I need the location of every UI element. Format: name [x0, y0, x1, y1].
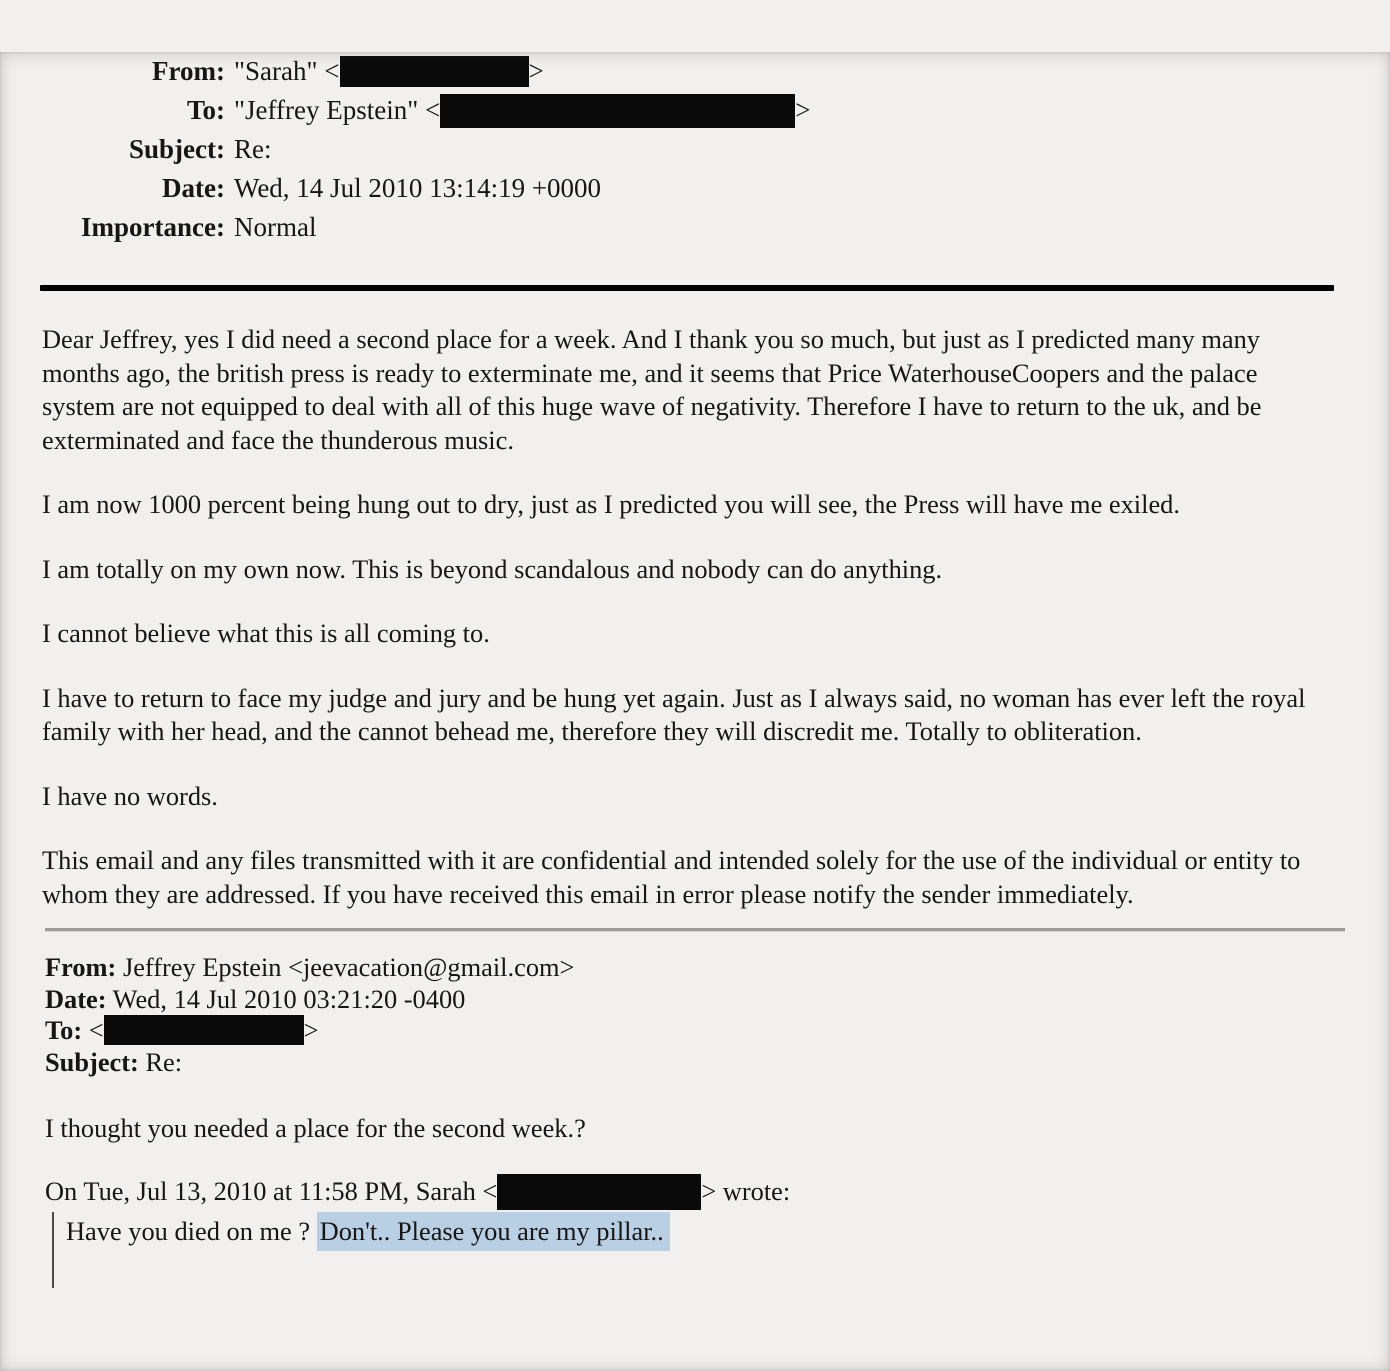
reply-attribution-line [45, 1174, 1330, 1210]
quoted-date-label: Date: [45, 983, 107, 1014]
body-paragraph: I have to return to face my judge and jury and be hung yet again. Just as I always said, no woman has ever left the royal family with her head, and the cannot behead me, therefore they will discredit me. Totally to obliteration. [42, 682, 1306, 746]
angle-open: < [88, 1015, 104, 1045]
quoted-message-line: I thought you needed a place for the second week.? [45, 1113, 586, 1143]
subject-value: Re: [234, 134, 272, 164]
to-value [234, 91, 1390, 130]
body-paragraph: I am totally on my own now. This is beyond scandalous and nobody can do anything. [42, 553, 943, 584]
body-paragraph: Dear Jeffrey, yes I did need a second place for a week. And I thank you so much, but just as I predicted many many months ago, the british press is ready to exterminate me, and it seems that Price WaterhouseCoopers and the palace system are not equipped to deal with all of this huge wave of negativity. Therefore I have to return to the uk, and be exterminated and face the thunderous music. [42, 324, 1262, 455]
quoted-from-line [45, 952, 1330, 984]
quoted-date-value: Wed, 14 Jul 2010 03:21:20 -0400 [112, 983, 466, 1014]
quoted-subject-line [45, 1047, 1330, 1079]
to-label: To: [186, 95, 225, 125]
angle-close: > [795, 95, 811, 125]
quoted-to-label: To: [45, 1015, 83, 1045]
quoted-email-header [45, 952, 1330, 1078]
angle-close: > [303, 1015, 319, 1045]
importance-value: Normal [234, 212, 317, 242]
body-paragraph: I cannot believe what this is all coming to. [42, 618, 490, 648]
redaction-box [440, 94, 795, 128]
message-body [42, 323, 1322, 911]
quoted-date-line [45, 984, 1330, 1016]
redaction-box [104, 1015, 304, 1045]
to-name: "Jeffrey Epstein" < [234, 95, 441, 125]
quoted-from-label: From: [45, 952, 117, 982]
highlighted-text: Don't.. Please you are my pillar.. [317, 1212, 670, 1251]
importance-label: Importance: [81, 212, 225, 242]
angle-close: > [528, 56, 544, 86]
thick-divider [40, 285, 1334, 291]
body-paragraph: I have no words. [42, 780, 218, 811]
from-name: "Sarah" < [234, 56, 340, 86]
thin-divider [45, 928, 1345, 932]
attribution-text: On Tue, Jul 13, 2010 at 11:58 PM, Sarah < [45, 1175, 498, 1206]
quote-text: Have you died on me ? [66, 1215, 317, 1246]
attribution-suffix: > wrote: [701, 1175, 791, 1206]
confidentiality-disclaimer: This email and any files transmitted with it are confidential and intended solely for the use of the individual or entity to whom they are addressed. If you have received this email in error please notify the sender immediately. [42, 845, 1301, 909]
body-paragraph: I am now 1000 percent being hung out to dry, just as I predicted you will see, the Press will have me exiled. [42, 489, 1180, 519]
from-value [234, 52, 1390, 91]
email-document [0, 52, 1390, 1288]
date-value: Wed, 14 Jul 2010 13:14:19 +0000 [234, 173, 602, 203]
quoted-subject-value: Re: [145, 1046, 183, 1077]
quoted-from-value: Jeffrey Epstein <jeevacation@gmail.com> [122, 952, 575, 982]
quoted-reply [52, 1212, 1330, 1289]
subject-label: Subject: [129, 134, 225, 164]
quoted-to-line [45, 1015, 1330, 1047]
quoted-subject-label: Subject: [45, 1046, 139, 1077]
from-label: From: [152, 56, 225, 86]
email-header [70, 52, 1390, 247]
date-label: Date: [162, 173, 225, 203]
redaction-box [340, 56, 529, 87]
redaction-box [497, 1174, 701, 1210]
